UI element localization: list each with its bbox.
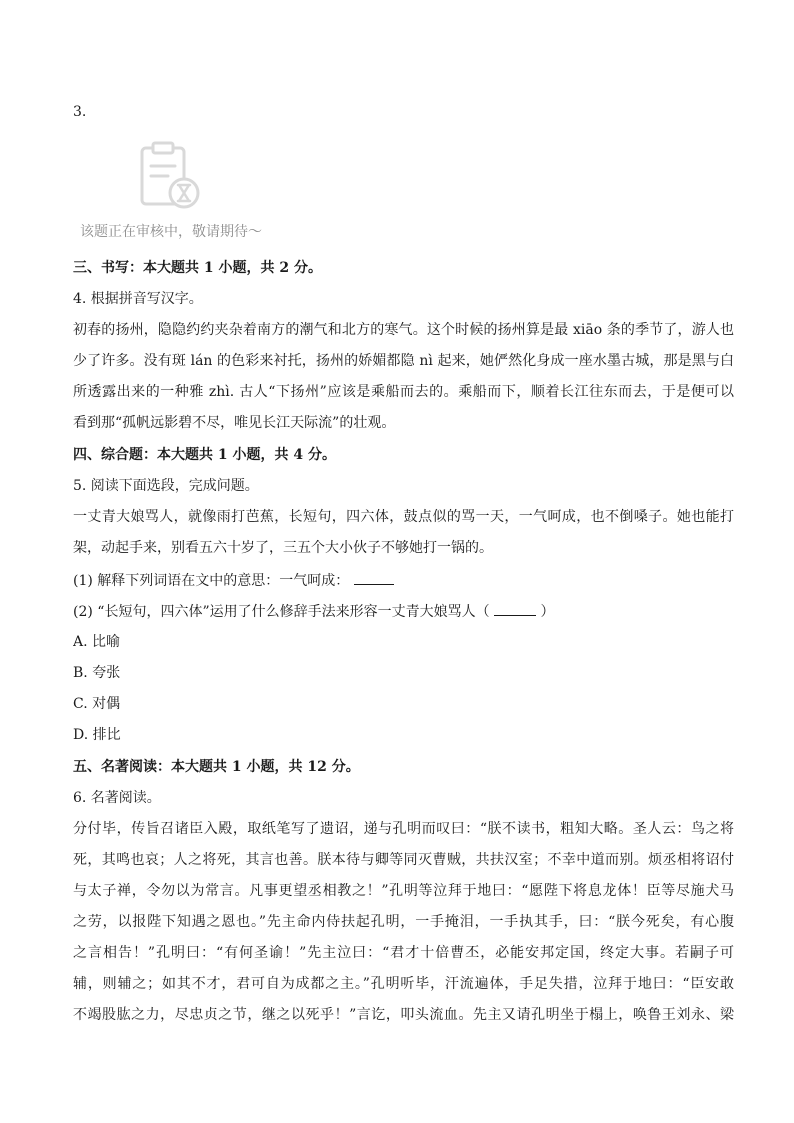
q5-subquestion-1 <box>73 570 734 591</box>
q5-passage-line: 一丈青大娘骂人，就像雨打芭蕉，长短句，四六体，鼓点似的骂一天，一气呵成，也不倒嗓子。她也能打 <box>73 509 734 525</box>
q6-passage-line: 与太子禅，令勿以为常言。凡事更望丞相教之！”孔明等泣拜于地曰：“愿陛下将息龙体！臣等尽施犬马 <box>73 883 734 899</box>
subquestion-2-text: (2) “长短句，四六体”运用了什么修辞手法来形容一丈青大娘骂人（ <box>73 604 490 620</box>
option-d: D. 排比 <box>73 727 121 743</box>
answer-blank-2[interactable] <box>494 601 536 616</box>
question-4-title: 4. 根据拼音写汉字。 <box>73 291 203 307</box>
option-c: C. 对偶 <box>73 696 121 712</box>
clipboard-hourglass-icon <box>136 140 206 212</box>
q4-passage-line: 看到那“孤帆远影碧不尽，唯见长江天际流”的壮观。 <box>73 415 396 431</box>
q4-passage-line: 少了许多。没有斑 lán 的色彩来衬托，扬州的娇媚都隐 nì 起来，她俨然化身成一座水墨古城，那是黑与白 <box>73 353 734 369</box>
question-5-title: 5. 阅读下面选段，完成问题。 <box>73 478 259 494</box>
option-a: A. 比喻 <box>73 634 121 650</box>
pending-review-text: 该题正在审核中，敬请期待～ <box>80 224 262 240</box>
q6-passage-line: 死，其鸣也哀；人之将死，其言也善。朕本待与卿等同灭曹贼，共扶汉室；不幸中道而别。烦丞相将诏付 <box>73 852 734 868</box>
q6-passage-line: 不竭股肱之力，尽忠贞之节，继之以死乎！”言讫，叩头流血。先主又请孔明坐于榻上，唤鲁王刘永、梁 <box>73 1007 734 1023</box>
section-4-heading: 四、综合题：本大题共 1 小题，共 4 分。 <box>73 447 336 463</box>
pending-review-placeholder <box>78 140 278 240</box>
option-b: B. 夸张 <box>73 665 121 681</box>
subquestion-2-close: ） <box>540 604 555 620</box>
q6-passage-line: 辅，则辅之；如其不才，君可自为成都之主。”孔明听毕，汗流遍体，手足失措，泣拜于地曰：“臣安敢 <box>73 976 734 992</box>
q4-passage-line: 初春的扬州，隐隐约约夹杂着南方的潮气和北方的寒气。这个时候的扬州算是最 xiāo 条的季节了，游人也 <box>73 322 734 338</box>
q6-passage-line: 之言相告！”孔明曰：“有何圣谕！”先主泣曰：“君才十倍曹丕，必能安邦定国，终定大事。若嗣子可 <box>73 945 734 961</box>
answer-blank-1[interactable] <box>354 570 394 585</box>
q6-passage-line: 之劳，以报陛下知遇之恩也。”先主命内侍扶起孔明，一手掩泪，一手执其手，曰：“朕今死矣，有心腹 <box>73 914 734 930</box>
q6-passage-line: 分付毕，传旨召诸臣入殿，取纸笔写了遗诏，递与孔明而叹曰：“朕不读书，粗知大略。圣人云：鸟之将 <box>73 821 734 837</box>
q4-passage-line: 所透露出来的一种雅 zhì. 古人“下扬州”应该是乘船而去的。乘船而下，顺着长江往东而去，于是便可以 <box>73 384 734 400</box>
section-5-heading: 五、名著阅读：本大题共 1 小题，共 12 分。 <box>73 759 360 775</box>
section-3-heading: 三、书写：本大题共 1 小题，共 2 分。 <box>73 260 322 276</box>
subquestion-1-text: (1) 解释下列词语在文中的意思：一气呵成： <box>73 573 350 589</box>
question-6-title: 6. 名著阅读。 <box>73 790 161 806</box>
question-3-number: 3. <box>73 104 87 120</box>
q5-subquestion-2 <box>73 601 734 622</box>
q5-passage-line: 架，动起手来，别看五六十岁了，三五个大小伙子不够她打一锅的。 <box>73 540 493 556</box>
